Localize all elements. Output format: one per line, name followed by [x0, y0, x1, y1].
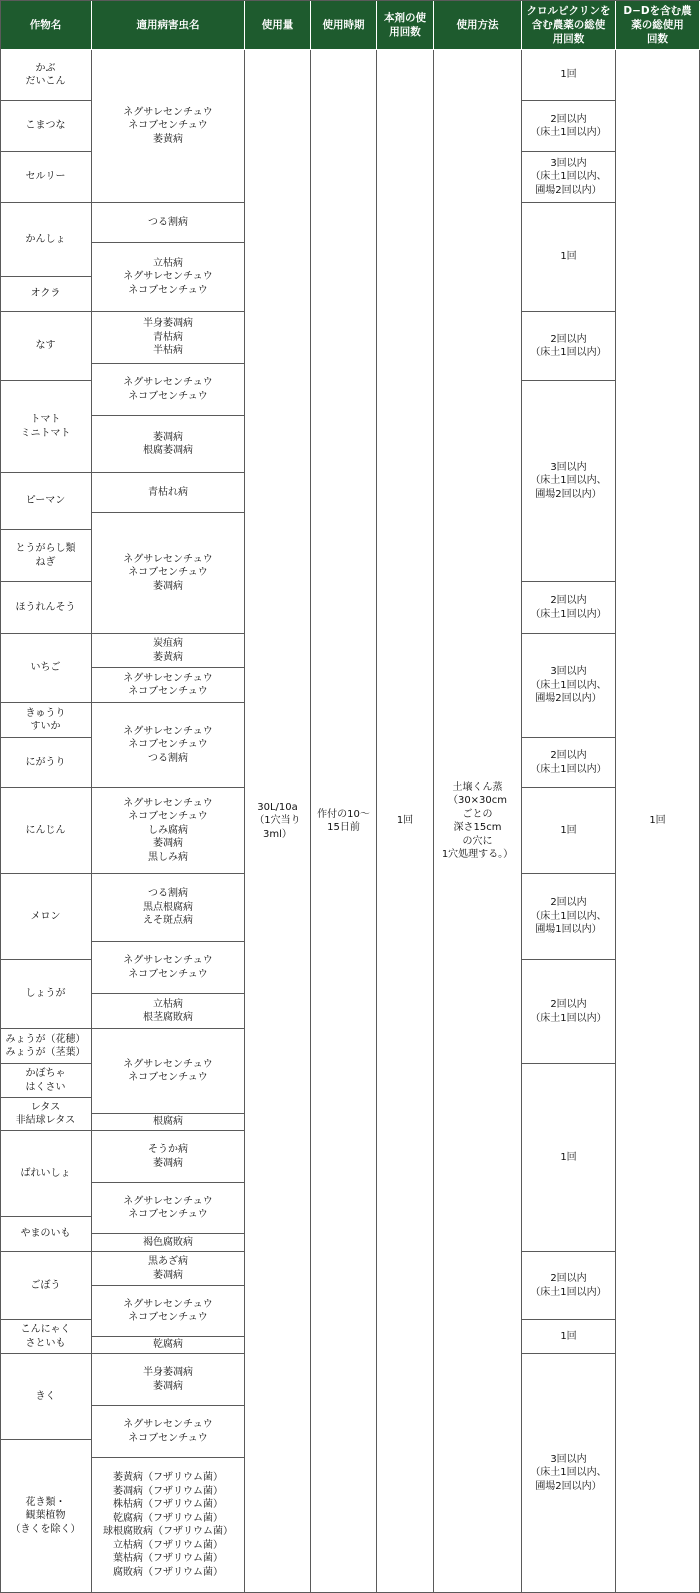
crop-cell: なす [0, 312, 92, 381]
crop-cell: しょうが [0, 960, 92, 1029]
chloro-count-cell: 2回以内 （床土1回以内） [522, 1252, 616, 1320]
pest-cell: そうか病 萎凋病 [92, 1131, 245, 1183]
chloro-count-cell: 1回 [522, 1064, 616, 1252]
header-amount: 使用量 [245, 0, 311, 50]
pest-cell: ネグサレセンチュウ ネコブセンチュウ つる割病 [92, 703, 245, 788]
pest-cell: ネグサレセンチュウ ネコブセンチュウ [92, 668, 245, 703]
crop-cell: みょうが（花穂） みょうが（茎葉） [0, 1029, 92, 1064]
pest-cell: 半身萎凋病 青枯病 半枯病 [92, 312, 245, 364]
pest-cell: ネグサレセンチュウ ネコブセンチュウ [92, 1183, 245, 1234]
crop-cell: ばれいしょ [0, 1131, 92, 1217]
crop-cell: レタス 非結球レタス [0, 1098, 92, 1131]
timing-cell: 作付の10〜 15日前 [311, 50, 377, 1593]
chloro-count-cell: 1回 [522, 788, 616, 874]
crop-cell: かぶ だいこん [0, 50, 92, 101]
pest-cell: 萎凋病 根腐萎凋病 [92, 416, 245, 473]
crop-cell: こまつな [0, 101, 92, 152]
header-count: 本剤の使 用回数 [377, 0, 434, 50]
pest-cell: 立枯病 ネグサレセンチュウ ネコブセンチュウ [92, 243, 245, 312]
pest-cell: 立枯病 根茎腐敗病 [92, 994, 245, 1029]
header-crop: 作物名 [0, 0, 92, 50]
chloro-count-cell: 2回以内 （床土1回以内） [522, 960, 616, 1064]
pest-cell: 褐色腐敗病 [92, 1234, 245, 1252]
chloro-count-cell: 2回以内 （床土1回以内、 圃場1回以内） [522, 874, 616, 960]
crop-cell: やまのいも [0, 1217, 92, 1252]
chloro-count-cell: 1回 [522, 50, 616, 101]
header-timing: 使用時期 [311, 0, 377, 50]
pest-cell: ネグサレセンチュウ ネコブセンチュウ しみ腐病 萎凋病 黒しみ病 [92, 788, 245, 874]
crop-cell: かんしょ [0, 203, 92, 277]
pest-cell: 萎黄病（フザリウム菌） 萎凋病（フザリウム菌） 株枯病（フザリウム菌） 乾腐病（フザリウム菌） 球根腐敗病（フザリウム菌） 立枯病（フザリウム菌） 葉枯病（フザリウム菌） 腐敗病（フザリウム菌） [92, 1458, 245, 1593]
crop-cell: こんにゃく さといも [0, 1320, 92, 1354]
crop-cell: とうがらし類 ねぎ [0, 530, 92, 582]
crop-cell: ピーマン [0, 473, 92, 530]
pest-cell: ネグサレセンチュウ ネコブセンチュウ [92, 1286, 245, 1337]
amount-cell: 30L/10a （1穴当り 3ml） [245, 50, 311, 1593]
pest-cell: 黒あざ病 萎凋病 [92, 1252, 245, 1286]
pest-cell: つる割病 [92, 203, 245, 243]
pest-cell: 乾腐病 [92, 1337, 245, 1354]
chloro-count-cell: 3回以内 （床土1回以内、 圃場2回以内） [522, 152, 616, 203]
chloro-count-cell: 1回 [522, 1320, 616, 1354]
header-pest: 適用病害虫名 [92, 0, 245, 50]
pest-cell: ネグサレセンチュウ ネコブセンチュウ 萎黄病 [92, 50, 245, 203]
chloro-count-cell: 3回以内 （床土1回以内、 圃場2回以内） [522, 381, 616, 582]
header-method: 使用方法 [434, 0, 522, 50]
pest-cell: 半身萎凋病 萎凋病 [92, 1354, 245, 1406]
crop-cell: いちご [0, 634, 92, 703]
crop-cell: きく [0, 1354, 92, 1440]
crop-cell: メロン [0, 874, 92, 960]
dd-count-cell: 1回 [616, 50, 700, 1593]
crop-cell: にんじん [0, 788, 92, 874]
crop-cell: トマト ミニトマト [0, 381, 92, 473]
chloro-count-cell: 2回以内 （床土1回以内） [522, 101, 616, 152]
chloro-count-cell: 2回以内 （床土1回以内） [522, 582, 616, 634]
chloro-count-cell: 2回以内 （床土1回以内） [522, 312, 616, 381]
pest-cell: ネグサレセンチュウ ネコブセンチュウ [92, 1029, 245, 1114]
header-chloro: クロルピクリンを 含む農薬の総使 用回数 [522, 0, 616, 50]
pest-cell: 炭疽病 萎黄病 [92, 634, 245, 668]
crop-cell: かぼちゃ はくさい [0, 1064, 92, 1098]
crop-cell: きゅうり すいか [0, 703, 92, 738]
usage-count-cell: 1回 [377, 50, 434, 1593]
pest-cell: ネグサレセンチュウ ネコブセンチュウ [92, 1406, 245, 1458]
header-dd: D−Dを含む農 薬の総使用 回数 [616, 0, 700, 50]
chloro-count-cell: 3回以内 （床土1回以内、 圃場2回以内） [522, 634, 616, 738]
crop-cell: セルリー [0, 152, 92, 203]
chloro-count-cell: 1回 [522, 203, 616, 312]
chloro-count-cell: 2回以内 （床土1回以内） [522, 738, 616, 788]
pest-cell: ネグサレセンチュウ ネコブセンチュウ 萎凋病 [92, 513, 245, 634]
pest-cell: ネグサレセンチュウ ネコブセンチュウ [92, 364, 245, 416]
crop-cell: ほうれんそう [0, 582, 92, 634]
pest-cell: 青枯れ病 [92, 473, 245, 513]
crop-cell: 花き類・ 観葉植物 （きくを除く） [0, 1440, 92, 1593]
crop-cell: オクラ [0, 277, 92, 312]
crop-cell: ごぼう [0, 1252, 92, 1320]
pest-cell: ネグサレセンチュウ ネコブセンチュウ [92, 942, 245, 994]
chloro-count-cell: 3回以内 （床土1回以内、 圃場2回以内） [522, 1354, 616, 1593]
method-cell: 土壌くん蒸 （30×30cm ごとの 深さ15cm の穴に 1穴処理する。） [434, 50, 522, 1593]
crop-cell: にがうり [0, 738, 92, 788]
pest-cell: つる割病 黒点根腐病 えそ斑点病 [92, 874, 245, 942]
pest-cell: 根腐病 [92, 1114, 245, 1131]
